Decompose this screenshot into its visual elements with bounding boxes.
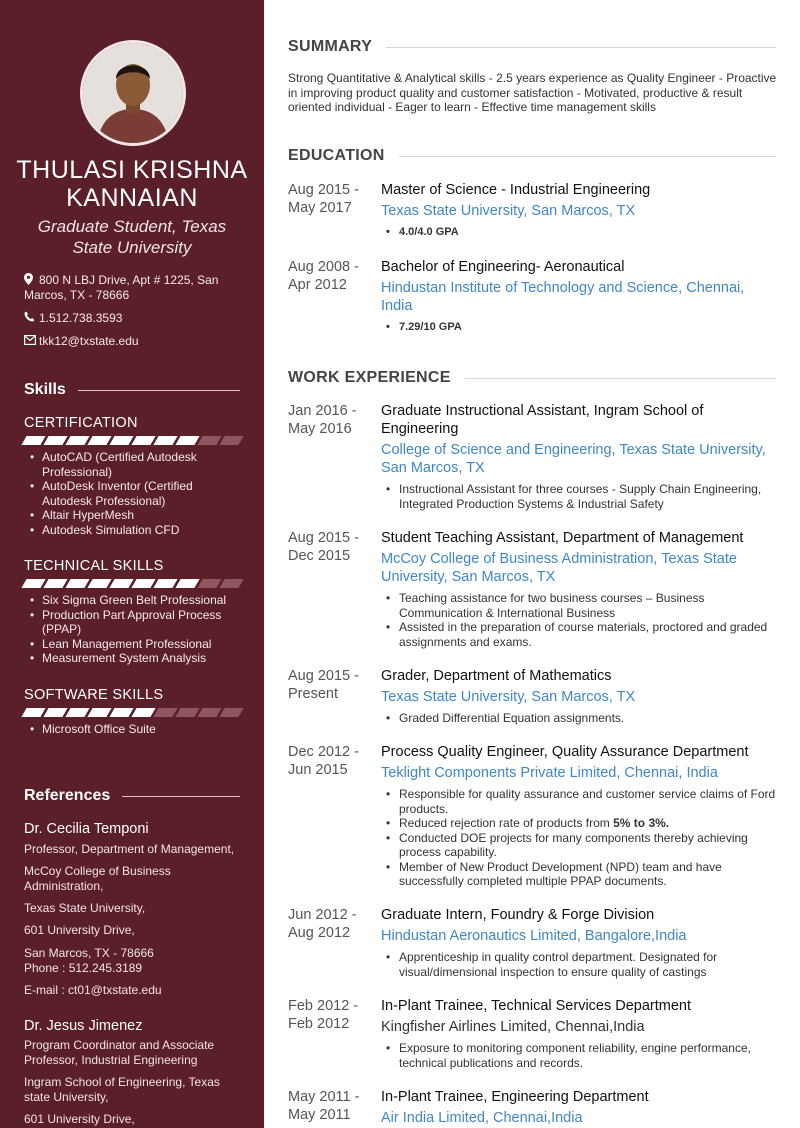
date-end: Present [288,686,338,702]
reference-name: Dr. Jesus Jimenez [24,1018,143,1034]
skill-list [30,593,240,666]
work-heading [288,369,776,387]
education-heading [288,147,776,165]
references-heading [24,787,240,805]
entry-organization[interactable]: Texas State University, San Marcos, TX [381,203,636,219]
entry-title: Graduate Intern, Foundry & Forge Division [381,907,655,923]
date-start: Aug 2015 - [288,530,359,546]
entry-date [288,997,376,1033]
skill-level-bar [24,708,241,717]
bullet-item: • Graded Differential Equation assignments. [381,711,776,726]
skill-category-title: SOFTWARE SKILLS [24,687,164,703]
sidebar [0,0,264,1128]
bullet-list [381,482,776,511]
date-start: Jan 2016 - [288,403,357,419]
skills-heading [24,381,240,399]
skill-level-segment [197,579,221,588]
entry-date [288,258,376,294]
entry-organization: Kingfisher Airlines Limited, Chennai,India [381,1019,645,1035]
bullet-list [381,787,776,889]
skill-level-segment [109,436,133,445]
phone-icon [24,311,39,326]
skill-item: • Autodesk Simulation CFD [30,523,240,538]
skill-level-segment [87,436,111,445]
skill-category-title: CERTIFICATION [24,415,138,431]
bullet-list [381,950,776,979]
date-start: Aug 2008 - [288,259,359,275]
date-start: Feb 2012 - [288,998,359,1014]
summary-text: Strong Quantitative & Analytical skills - 2.5 years experience as Quality Engineer - Proactive in improving product quality and customer satisfaction - Motivated, productive & result oriented individual - Eager to learn - Effective time management skills [288,71,777,114]
date-end: May 2017 [288,200,352,216]
bullet-item: • Member of New Product Development (NPD) team and have successfully completed multiple PPAP documents. [381,860,776,889]
skill-level-bar [24,579,241,588]
entry-title: Grader, Department of Mathematics [381,668,612,684]
date-end: Apr 2012 [288,277,347,293]
skill-level-segment [131,579,155,588]
bullet-item [381,816,776,831]
date-end: Aug 2012 [288,925,351,941]
entry-body [381,743,776,889]
reference-detail: 601 University Drive, [24,1112,135,1126]
skill-level-segment [109,579,133,588]
entry-date [288,181,376,217]
gpa-item: • 4.0/4.0 GPA [381,225,776,240]
skill-level-segment [197,436,221,445]
entry-date [288,1088,376,1124]
entry-body [381,181,776,240]
entry-date [288,529,376,565]
skill-level-segment [87,708,111,717]
entry-body [381,667,776,726]
summary-heading-text: SUMMARY [288,38,373,55]
skill-category-title: TECHNICAL SKILLS [24,558,164,574]
references-heading-text: References [24,787,111,804]
skill-level-segment [21,436,45,445]
entry-organization[interactable]: Hindustan Institute of Technology and Science, Chennai, India [381,280,745,314]
reference-detail: Texas State University, [24,901,146,915]
skill-level-segment [153,579,177,588]
bullet-item: • Responsible for quality assurance and customer service claims of Ford products. [381,787,776,816]
entry-organization[interactable]: Texas State University, San Marcos, TX [381,689,636,705]
candidate-name [0,156,264,212]
divider [122,796,240,797]
subtitle-line-2: State University [72,238,192,257]
skill-level-segment [219,708,243,717]
address-line-2: Marcos, TX - 78666 [24,288,130,302]
entry-body [381,997,776,1070]
summary-heading [288,38,776,56]
entry-body [381,402,776,511]
entry-title: Graduate Instructional Assistant, Ingram School of Engineering [381,403,704,437]
date-start: Aug 2015 - [288,182,359,198]
skill-level-segment [197,708,221,717]
date-start: May 2011 - [288,1089,360,1105]
skill-level-segment [43,436,67,445]
skill-level-segment [175,579,199,588]
reference-detail: Program Coordinator and Associate Professor, Industrial Engineering [24,1038,215,1067]
date-start: Dec 2012 - [288,744,359,760]
work-heading-text: WORK EXPERIENCE [288,369,451,386]
skill-item: • Altair HyperMesh [30,508,240,523]
bullet-item: • Exposure to monitoring component reliability, engine performance, technical publications and records. [381,1041,776,1070]
skill-item: • AutoCAD (Certified Autodesk Professional) [30,450,240,479]
skill-level-segment [131,708,155,717]
date-end: May 2011 [288,1107,351,1123]
skill-level-segment [175,436,199,445]
address-line-1: 800 N LBJ Drive, Apt # 1225, San [39,273,219,287]
contact-email [24,334,244,349]
entry-title: Master of Science - Industrial Engineering [381,182,651,198]
bullet-list [381,711,776,726]
skill-level-segment [131,436,155,445]
phone-text[interactable]: 1.512.738.3593 [39,311,123,325]
skill-level-segment [21,579,45,588]
mail-icon [24,334,39,349]
date-end: Jun 2015 [288,762,348,778]
skill-level-segment [21,708,45,717]
gpa-item: • 7.29/10 GPA [381,320,776,335]
skill-level-segment [109,708,133,717]
bullet-item: • Assisted in the preparation of course materials, proctored and graded assignments and exams. [381,620,776,649]
skill-item: • Production Part Approval Process (PPAP) [30,608,240,637]
reference-detail: San Marcos, TX - 78666 Phone : 512.245.3189 [24,946,154,975]
bullet-item: • Teaching assistance for two business courses – Business Communication & International Business [381,591,776,620]
date-end: Feb 2012 [288,1016,350,1032]
bullet-item: • Apprenticeship in quality control department. Designated for visual/dimensional inspection to ensure quality of castings [381,950,776,979]
entry-date [288,402,376,438]
reference-name: Dr. Cecilia Temponi [24,821,149,837]
entry-title: In-Plant Trainee, Engineering Department [381,1089,649,1105]
bullet-list [381,591,776,649]
bullet-list [381,1041,776,1070]
skill-level-segment [153,436,177,445]
skill-level-segment [65,436,89,445]
skill-level-segment [87,579,111,588]
skill-level-segment [65,579,89,588]
skills-heading-text: Skills [24,381,66,398]
entry-organization[interactable]: McCoy College of Business Administration, Texas State University, San Marcos, TX [381,551,737,585]
skill-item: • Lean Management Professional [30,637,240,652]
date-start: Aug 2015 - [288,668,359,684]
name-line-2: KANNAIAN [66,184,198,212]
candidate-subtitle [0,216,264,258]
date-end: Dec 2015 [288,548,351,564]
skill-level-segment [65,708,89,717]
reference-detail: Ingram School of Engineering, Texas state University, [24,1075,220,1104]
skill-item: • AutoDesk Inventor (Certified Autodesk Professional) [30,479,240,508]
skill-item: • Microsoft Office Suite [30,722,240,737]
skill-level-bar [24,436,241,445]
skill-list [30,722,240,737]
skill-list [30,450,240,537]
entry-body [381,529,776,649]
divider [399,156,776,157]
divider [465,378,776,379]
date-start: Jun 2012 - [288,907,357,923]
entry-date [288,743,376,779]
email-text[interactable]: tkk12@txstate.edu [39,334,139,348]
date-end: May 2016 [288,421,352,437]
bullet-list [381,320,776,335]
contact-address [24,273,244,303]
entry-title: In-Plant Trainee, Technical Services Department [381,998,692,1014]
reference-detail: McCoy College of Business Administration, [24,864,171,893]
education-heading-text: EDUCATION [288,147,385,164]
entry-organization[interactable]: Teklight Components Private Limited, Chennai, India [381,765,718,781]
bullet-text: Reduced rejection rate of products from [399,816,614,830]
subtitle-line-1: Graduate Student, Texas [37,217,227,236]
name-line-1: THULASI KRISHNA [16,156,248,184]
skill-item: • Measurement System Analysis [30,651,240,666]
skill-level-segment [43,579,67,588]
skill-level-segment [219,579,243,588]
skill-level-segment [153,708,177,717]
bullet-item: • Conducted DOE projects for many components thereby achieving process capability. [381,831,776,860]
entry-title: Process Quality Engineer, Quality Assurance Department [381,744,749,760]
divider [386,47,776,48]
profile-photo [80,40,186,146]
skill-level-segment [43,708,67,717]
address-text [24,273,219,303]
skill-level-segment [219,436,243,445]
entry-date [288,667,376,703]
contact-phone [24,311,244,326]
bullet-highlight: 5% to 3%. [613,816,670,830]
entry-title: Bachelor of Engineering- Aeronautical [381,259,625,275]
divider [78,390,240,391]
skill-item: • Six Sigma Green Belt Professional [30,593,240,608]
skill-level-segment [175,708,199,717]
entry-date [288,906,376,942]
entry-body [381,906,776,979]
entry-organization[interactable]: College of Science and Engineering, Texas State University, San Marcos, TX [381,442,766,476]
entry-organization[interactable]: Air India Limited, Chennai,India [381,1110,583,1126]
reference-detail: 601 University Drive, [24,923,135,937]
entry-organization[interactable]: Hindustan Aeronautics Limited, Bangalore,India [381,928,687,944]
entry-body [381,258,776,335]
reference-email[interactable]: E-mail : ct01@txstate.edu [24,983,162,997]
avatar-icon [83,43,183,143]
reference-detail: Professor, Department of Management, [24,842,235,856]
bullet-item: • Instructional Assistant for three courses - Supply Chain Engineering, Integrated Production Systems & Industrial Safety [381,482,776,511]
entry-title: Student Teaching Assistant, Department of Management [381,530,744,546]
entry-body [381,1088,776,1127]
bullet-list [381,225,776,240]
